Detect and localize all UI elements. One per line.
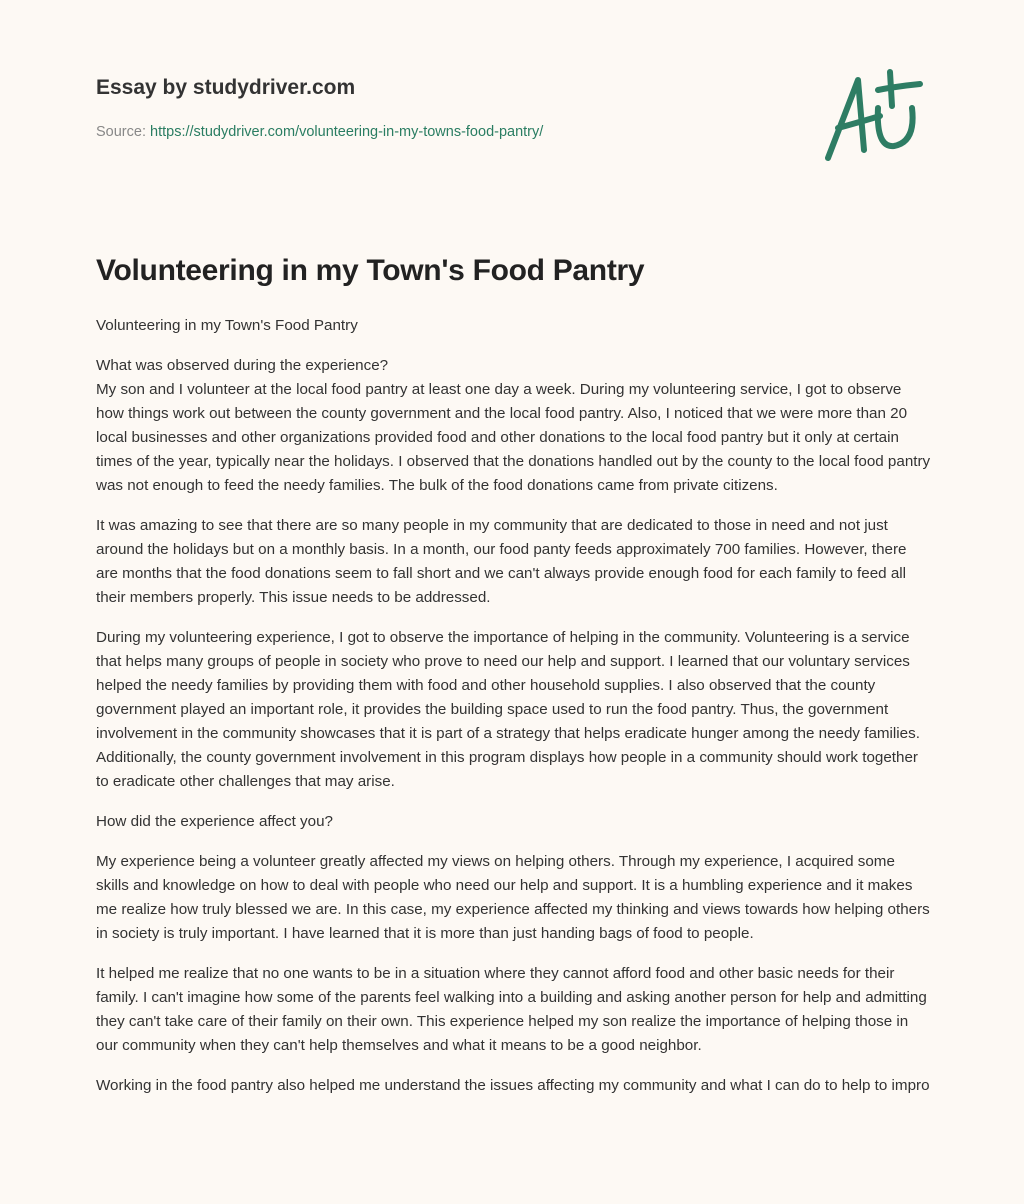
paragraph: My experience being a volunteer greatly affected my views on helping others. Through my experience, I acquired some skills and knowledge on how to deal with people who need our help and support. It is a humbling experience and it makes me realize how truly blessed we are. In this case, my experience affected my thinking and views towards how helping others in society is truly important. I have learned that it is more than just handing bags of food to people. (96, 853, 930, 942)
a-plus-logo-icon (820, 66, 930, 166)
paragraph: Working in the food pantry also helped me understand the issues affecting my community and what I can do to help to impro (96, 1077, 930, 1094)
paragraph: It helped me realize that no one wants to be in a situation where they cannot afford food and other basic needs for their family. I can't imagine how some of the parents feel walking into a building and asking another person for help and admitting they can't take care of their family on their own. This experience helped my son realize the importance of helping those in our community when they can't help themselves and what it means to be a good neighbor. (96, 965, 927, 1054)
essay-title: Volunteering in my Town's Food Pantry (96, 254, 645, 287)
source-link[interactable]: https://studydriver.com/volunteering-in-my-towns-food-pantry/ (150, 124, 544, 140)
section-heading: What was observed during the experience? (96, 357, 389, 374)
site-title: Essay by studydriver.com (96, 76, 356, 99)
section-heading: How did the experience affect you? (96, 813, 333, 830)
paragraph: During my volunteering experience, I got to observe the importance of helping in the community. Volunteering is a service that helps many groups of people in society who prove to need our help and support. I learned that our voluntary services helped the needy families by providing them with food and other household supplies. I also observed that the county government played an important role, it provides the building space used to run the food pantry. Thus, the government involvement in the community showcases that it is part of a strategy that helps eradicate hunger among the needy families. Additionally, the county government involvement in this program displays how people in a community should work together to eradicate other challenges that may arise. (96, 629, 920, 790)
paragraph: Volunteering in my Town's Food Pantry (96, 317, 358, 334)
paragraph: My son and I volunteer at the local food pantry at least one day a week. During my volunteering service, I got to observe how things work out between the county government and the local food pantry. Also, I noticed that we were more than 20 local businesses and other organizations provided food and other donations to the local food pantry but it only at certain times of the year, typically near the holidays. I observed that the donations handled out by the county to the local food pantry was not enough to feed the needy families. The bulk of the food donations came from private citizens. (96, 381, 931, 494)
paragraph: It was amazing to see that there are so many people in my community that are dedicated to those in need and not just around the holidays but on a monthly basis. In a month, our food panty feeds approximately 700 families. However, there are months that the food donations seem to fall short and we can't always provide enough food for each family to feed all their members properly. This issue needs to be addressed. (96, 517, 907, 606)
source-label: Source: (96, 124, 146, 140)
source-line (96, 124, 543, 140)
essay-body (96, 314, 932, 1114)
